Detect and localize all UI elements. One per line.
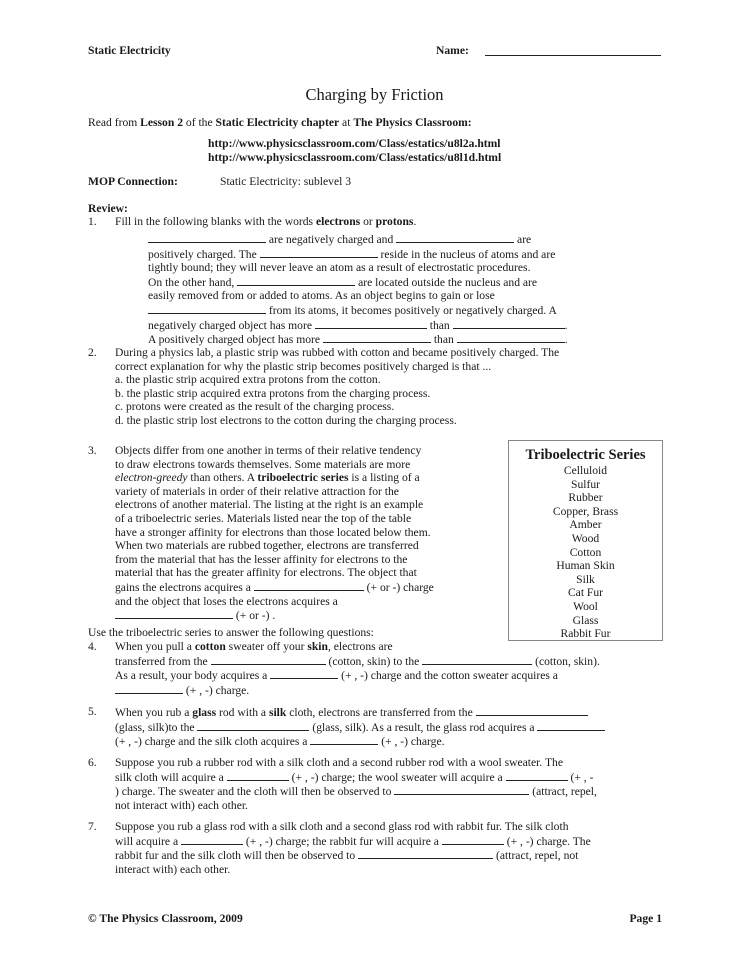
q7-line [115, 834, 670, 849]
q3-line [115, 580, 495, 595]
reading-site: The Physics Classroom: [353, 116, 472, 129]
name-label: Name: [436, 44, 469, 57]
q5-text: cloth, electrons are transferred from the [286, 706, 476, 719]
q5-text: (+ , -) charge. [378, 735, 445, 749]
triboelectric-item: Celluloid [563, 464, 608, 477]
q1-text: . [564, 333, 568, 347]
q1-line [148, 247, 618, 262]
answer-blank[interactable] [115, 608, 233, 619]
q1-text: are negatively charged and [266, 233, 397, 246]
triboelectric-item: Wood [571, 531, 600, 545]
q1-instruction [115, 215, 670, 229]
q7-text: (attract, repel, not [493, 849, 579, 863]
q3-line: Objects differ from one another in terms of their relative tendency [115, 444, 422, 457]
q6-text: (+ , - [567, 770, 594, 784]
reading-at: at [339, 116, 354, 129]
triboelectric-item: Glass [572, 613, 599, 627]
q6-text: (attract, repel, [529, 785, 597, 799]
q3-text: (+ or -) charge [363, 580, 434, 594]
answer-blank[interactable] [270, 668, 338, 679]
q3-line: and the object that loses the electrons acquires a [115, 594, 338, 608]
triboelectric-item: Silk [576, 572, 595, 586]
reading-links [208, 137, 501, 164]
answer-blank[interactable] [453, 318, 565, 329]
q1-line [148, 303, 618, 318]
reading-chapter: Static Electricity chapter [215, 116, 340, 129]
q4-number: 4. [88, 640, 97, 653]
q1-text: reside in the nucleus of atoms and are [377, 247, 556, 261]
answer-blank[interactable] [422, 654, 532, 665]
use-series-instruction: Use the triboelectric series to answer the following questions: [88, 626, 374, 639]
q7-line [115, 848, 670, 863]
q7-line: Suppose you rub a glass rod with a silk cloth and a second glass rod with rabbit fur. The silk cloth [115, 820, 569, 833]
q1-text: are [514, 233, 532, 246]
q6-line: Suppose you rub a rubber rod with a silk cloth and a second rubber rod with a wool sweater. The [115, 756, 563, 769]
q4-text: sweater off your [225, 640, 308, 653]
q3-line: of a triboelectric series. Materials listed near the top of the table [115, 511, 412, 525]
q1-text: positively charged. The [148, 247, 260, 261]
q4-line [115, 654, 670, 669]
q1-intro: Fill in the following blanks with the words [115, 215, 316, 228]
q1-line [148, 318, 618, 333]
q2-stem: During a physics lab, a plastic strip was rubbed with cotton and became positively charged. The [115, 346, 560, 359]
q4-text: (+ , -) charge and the cotton sweater acquires a [338, 669, 558, 683]
q6-question [115, 756, 670, 812]
mop-value: Static Electricity: sublevel 3 [220, 175, 352, 188]
q6-text: silk cloth will acquire a [115, 770, 227, 784]
q5-text: rod with a [216, 706, 269, 719]
q2-option-d[interactable]: d. the plastic strip lost electrons to the cotton during the charging process. [115, 413, 457, 427]
triboelectric-series-table [508, 440, 663, 641]
q4-text: When you pull a [115, 640, 195, 653]
q6-line [115, 784, 670, 799]
q7-number: 7. [88, 820, 97, 833]
answer-blank[interactable] [260, 247, 378, 258]
q3-bold-term: triboelectric series [257, 471, 349, 485]
q7-line: interact with) each other. [115, 862, 231, 876]
q5-bold: glass [192, 706, 217, 719]
q1-line [148, 232, 618, 247]
footer-page-number: Page 1 [629, 912, 662, 925]
q7-text: rabbit fur and the silk cloth will then be observed to [115, 849, 359, 863]
reading-instruction [88, 116, 472, 130]
q1-text: than [430, 333, 457, 347]
q5-line [115, 720, 670, 735]
q2-stem: correct explanation for why the plastic strip becomes positively charged is that ... [115, 359, 492, 373]
q3-line [115, 608, 495, 623]
answer-blank[interactable] [457, 332, 565, 343]
q4-line [115, 683, 670, 698]
q5-bold: silk [268, 706, 287, 719]
q1-text: On the other hand, [148, 275, 238, 289]
q5-question [115, 705, 670, 749]
reading-link[interactable]: http://www.physicsclassroom.com/Class/estatics/u8l1d.html [208, 150, 502, 164]
answer-blank[interactable] [197, 720, 309, 731]
reading-mid: of the [183, 116, 216, 129]
q4-text: transferred from the [115, 654, 211, 668]
review-heading: Review: [88, 202, 128, 215]
footer-copyright: © The Physics Classroom, 2009 [88, 912, 243, 925]
q6-number: 6. [88, 756, 97, 769]
q4-line [115, 640, 670, 654]
q2-question [115, 346, 670, 428]
q6-line [115, 770, 670, 785]
triboelectric-item: Cotton [569, 545, 602, 559]
q2-option-b[interactable]: b. the plastic strip acquired extra protons from the charging process. [115, 386, 431, 400]
q3-line: to draw electrons towards themselves. Some materials are more [115, 457, 411, 471]
q3-text: is a listing of a [348, 471, 420, 485]
q3-line: from the material that has the lesser affinity for electrons to the [115, 552, 408, 566]
triboelectric-item: Amber [569, 518, 602, 532]
q3-line: When two materials are rubbed together, electrons are transferred [115, 539, 419, 553]
q7-text: (+ , -) charge. The [503, 834, 591, 848]
answer-blank[interactable] [476, 705, 588, 716]
triboelectric-list [509, 464, 662, 641]
q3-text: (+ or -) . [233, 609, 276, 623]
answer-blank[interactable] [310, 734, 378, 745]
q4-question [115, 640, 670, 697]
answer-blank[interactable] [323, 332, 431, 343]
triboelectric-item: Rubber [568, 491, 603, 505]
q4-text: , electrons are [327, 640, 393, 653]
q1-intro-end: . [413, 215, 417, 228]
reading-lesson: Lesson 2 [140, 116, 183, 129]
reading-link[interactable]: http://www.physicsclassroom.com/Class/estatics/u8l2a.html [208, 137, 501, 150]
q1-line [148, 332, 618, 347]
triboelectric-item: Rabbit Fur [560, 627, 611, 641]
answer-blank[interactable] [394, 784, 529, 795]
answer-blank[interactable] [506, 770, 568, 781]
answer-blank[interactable] [148, 303, 266, 314]
q1-word-protons: protons [375, 215, 414, 228]
q5-text: (glass, silk). As a result, the glass rod acquires a [309, 720, 538, 734]
q1-line: tightly bound; they will never leave an atom as a result of electrostatic procedures. [148, 261, 531, 275]
q5-text: (glass, silk)to the [115, 720, 198, 734]
q4-line [115, 668, 670, 683]
triboelectric-item: Human Skin [556, 559, 615, 573]
mop-label: MOP Connection: [88, 175, 178, 188]
q3-line: material that has the greater affinity for electrons. The object that [115, 566, 417, 580]
q1-text: A positively charged object has more [148, 333, 323, 347]
q4-text: (+ , -) charge. [183, 683, 250, 697]
q1-text: are located outside the nucleus and are [355, 275, 538, 289]
q7-text: (+ , -) charge; the rabbit fur will acquire a [243, 834, 442, 848]
q1-intro-or: or [360, 215, 376, 228]
answer-blank[interactable] [358, 848, 493, 859]
q5-text: (+ , -) charge and the silk cloth acquires a [115, 735, 311, 749]
q3-line: variety of materials in order of their relative attraction for the [115, 484, 399, 498]
q1-text: than [426, 318, 453, 332]
answer-blank[interactable] [315, 318, 427, 329]
answer-blank[interactable] [237, 275, 355, 286]
q3-line: electrons of another material. The listing at the right is an example [115, 498, 424, 512]
answer-blank[interactable] [442, 834, 504, 845]
triboelectric-title: Triboelectric Series [525, 447, 646, 463]
triboelectric-item: Cat Fur [567, 586, 604, 600]
q5-text: When you rub a [115, 706, 193, 719]
q5-number: 5. [88, 705, 97, 718]
q4-bold: skin [307, 640, 328, 653]
answer-blank[interactable] [254, 580, 364, 591]
q4-text: (cotton, skin). [532, 654, 600, 668]
q4-text: (cotton, skin) to the [325, 654, 423, 668]
q3-line [115, 471, 495, 485]
q1-fill-paragraph [148, 232, 618, 347]
page-title: Charging by Friction [305, 85, 444, 104]
q7-question [115, 820, 670, 876]
q4-text: As a result, your body acquires a [115, 669, 271, 683]
q3-line: have a stronger affinity for electrons than those located below them. [115, 525, 431, 539]
q3-number: 3. [88, 444, 97, 457]
q6-text: ) charge. The sweater and the cloth will then be observed to [115, 785, 395, 799]
answer-blank[interactable] [148, 232, 266, 243]
name-field[interactable] [485, 55, 661, 56]
answer-blank[interactable] [537, 720, 605, 731]
q1-line: easily removed from or added to atoms. As an object begins to gain or lose [148, 289, 495, 303]
answer-blank[interactable] [227, 770, 289, 781]
q5-line [115, 705, 670, 720]
q6-line: not interact with) each other. [115, 798, 248, 812]
q3-paragraph [115, 444, 495, 623]
q1-word-electrons: electrons [315, 215, 361, 228]
q1-text: from its atoms, it becomes positively or negatively charged. A [266, 303, 557, 317]
q2-option-c[interactable]: c. protons were created as the result of the charging process. [115, 400, 395, 414]
q1-number: 1. [88, 215, 97, 228]
triboelectric-item: Copper, Brass [552, 504, 619, 518]
q7-text: will acquire a [115, 834, 181, 848]
q2-option-a[interactable]: a. the plastic strip acquired extra protons from the cotton. [115, 373, 381, 387]
q6-text: (+ , -) charge; the wool sweater will acquire a [288, 770, 506, 784]
q1-line [148, 275, 618, 290]
q1-text: . [564, 318, 568, 332]
triboelectric-item: Wool [573, 599, 598, 613]
q5-line [115, 734, 670, 749]
header-subject: Static Electricity [88, 44, 171, 57]
answer-blank[interactable] [115, 683, 183, 694]
reading-prefix: Read from [88, 116, 141, 129]
answer-blank[interactable] [211, 654, 326, 665]
answer-blank[interactable] [181, 834, 243, 845]
q2-number: 2. [88, 346, 97, 359]
answer-blank[interactable] [396, 232, 514, 243]
triboelectric-item: Sulfur [571, 477, 600, 491]
q3-text: gains the electrons acquires a [115, 580, 254, 594]
q4-bold: cotton [194, 640, 226, 653]
q1-text: negatively charged object has more [148, 318, 315, 332]
q3-italic-term: electron-greedy [115, 471, 188, 485]
q3-text: than others. A [187, 471, 258, 485]
